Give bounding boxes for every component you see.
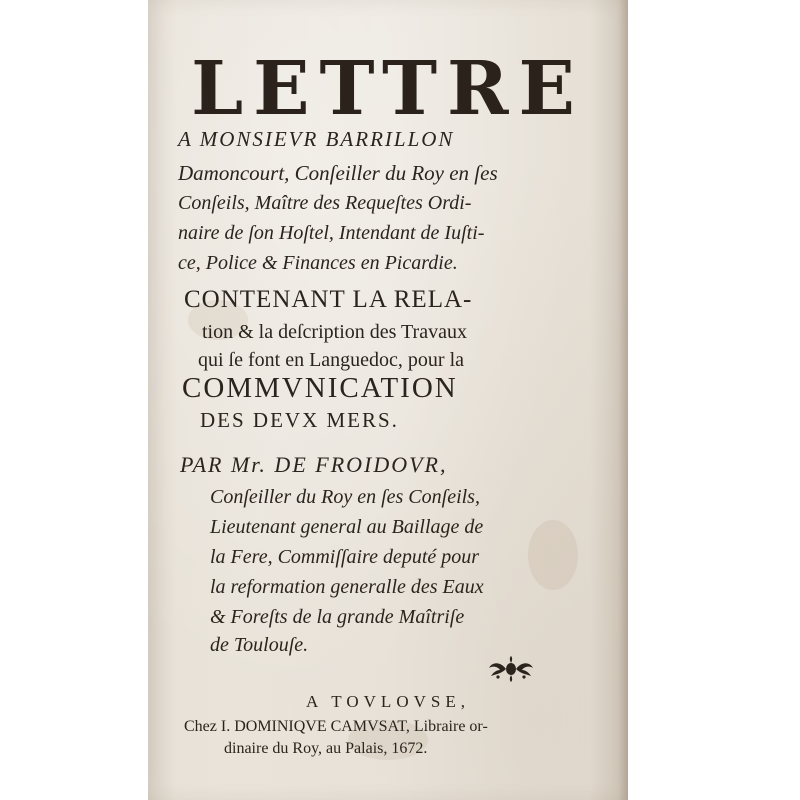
book-title: LETTRE <box>191 46 585 132</box>
addressee-line-3: Conſeils, Maître des Requeſtes Ordi- <box>178 192 472 214</box>
imprint-printer: Chez I. DOMINIQVE CAMVSAT, Libraire or- <box>184 718 488 735</box>
contents-line-5: DES DEVX MERS. <box>200 408 399 432</box>
imprint-place: A TOVLOVSE, <box>306 692 470 711</box>
author-line-5: la reformation generalle des Eaux <box>210 576 484 598</box>
author-line-4: la Fere, Commiſſaire deputé pour <box>210 546 480 568</box>
addressee-line-4: naire de ſon Hoſtel, Intendant de Iuſti- <box>178 222 485 244</box>
floral-ornament-icon <box>486 656 536 682</box>
author-line-1: PAR Mr. DE FROIDOVR, <box>180 452 448 477</box>
author-line-2: Conſeiller du Roy en ſes Conſeils, <box>210 486 480 508</box>
author-line-7: de Toulouſe. <box>210 634 309 656</box>
title-page <box>148 0 628 800</box>
contents-line-1: CONTENANT LA RELA- <box>184 286 473 313</box>
contents-line-4: COMMVNICATION <box>182 372 458 404</box>
addressee-line-5: ce, Police & Finances en Picardie. <box>178 252 458 274</box>
addressee-line-2: Damoncourt, Conſeiller du Roy en ſes <box>178 161 498 185</box>
contents-line-2: tion & la deſcription des Travaux <box>202 321 467 343</box>
author-line-3: Lieutenant general au Baillage de <box>210 516 484 538</box>
author-line-6: & Foreſts de la grande Maîtriſe <box>210 606 465 628</box>
imprint-date: dinaire du Roy, au Palais, 1672. <box>224 740 428 757</box>
addressee-line-1: A MONSIEVR BARRILLON <box>178 127 455 151</box>
contents-line-3: qui ſe font en Languedoc, pour la <box>198 349 465 371</box>
